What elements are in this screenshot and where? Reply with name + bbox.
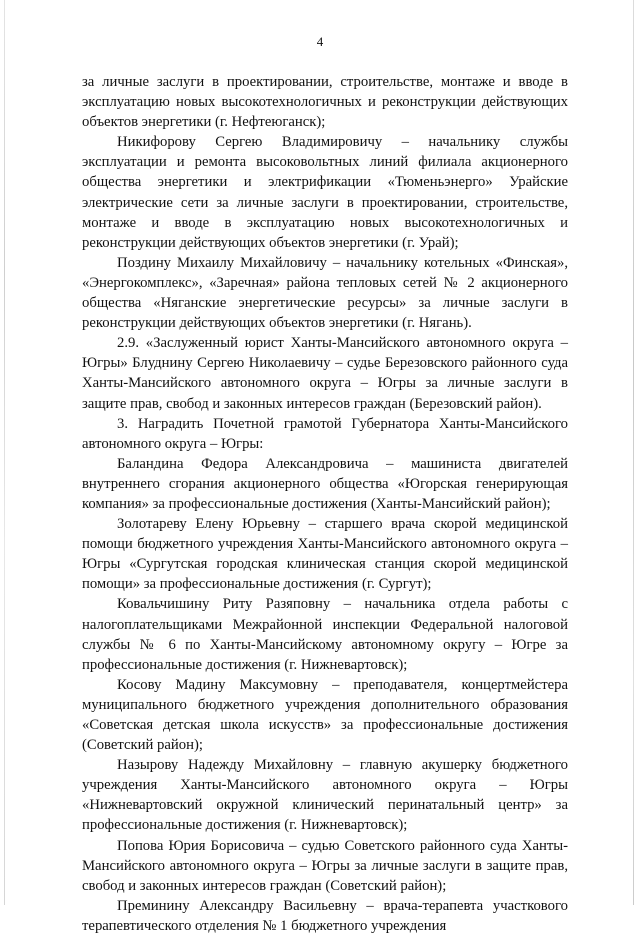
paragraph-5: 3. Наградить Почетной грамотой Губернатора Ханты-Мансийского автономного округа – Югры: xyxy=(82,415,568,452)
paragraph-4: 2.9. «Заслуженный юрист Ханты-Мансийского автономного округа – Югры» Блуднину Сергею Николаевичу – судье Березовского районного суда Ханты-Мансийского автономного округа – Югры за личные заслуги в защите прав, свобод и законных интересов граждан (Березовский район). xyxy=(82,335,568,412)
paragraph-12: Преминину Александру Васильевну – врача-терапевта участкового терапевтического отделения № 1 бюджетного учреждения xyxy=(82,897,568,934)
paragraph-11: Попова Юрия Борисовича – судью Советского районного суда Ханты-Мансийского автономного округа – Югры за личные заслуги в защите прав, свобод и законных интересов граждан (Советский район); xyxy=(82,837,568,894)
paragraph-9: Косову Мадину Максумовну – преподавателя, концертмейстера муниципального бюджетного учреждения дополнительного образования «Советская детская школа искусств» за профессиональные достижения (Советский район); xyxy=(82,676,568,754)
paragraph-7: Золотареву Елену Юрьевну – старшего врача скорой медицинской помощи бюджетного учреждения Ханты-Мансийского автономного округа – Югры «Сургутская городская клиническая станция скорой медицинской помощи» за профессиональные достижения (г. Сургут); xyxy=(82,516,568,593)
paragraph-3: Поздину Михаилу Михайловичу – начальнику котельных «Финская», «Энергокомплекс», «Заречная» района тепловых сетей № 2 акционерного общества «Няганские энергетические ресурсы» за личные заслуги в реконструкции действующих объектов энергетики (г. Нягань). xyxy=(82,254,568,332)
paragraph-8: Ковальчишину Риту Разяповну – начальника отдела работы с налогоплательщиками Межрайонной инспекции Федеральной налоговой службы № 6 по Ханты-Мансийскому автономному округу – Югре за профессиональные достижения (г. Нижневартовск); xyxy=(82,596,568,673)
page-number: 4 xyxy=(316,34,324,49)
paragraph-10: Назырову Надежду Михайловну – главную акушерку бюджетного учреждения Ханты-Мансийского автономного округа – Югры «Нижневартовский окружной клинический перинатальный центр» за профессиональные достижения (г. Нижневартовск); xyxy=(82,757,568,834)
paragraph-6: Баландина Федора Александровича – машиниста двигателей внутреннего сгорания акционерного общества «Югорская генерирующая компания» за профессиональные достижения (Ханты-Мансийский район); xyxy=(82,455,568,512)
scan-edge-left xyxy=(4,0,5,905)
paragraph-2: Никифорову Сергею Владимировичу – начальнику службы эксплуатации и ремонта высоковольтных линий филиала акционерного общества энергетики и электрификации «Тюменьэнерго» Урайские электрические сети за личные заслуги в проектировании, строительстве, монтаже и вводе в эксплуатацию новых высокотехнологичных и реконструкции действующих объектов энергетики (г. Урай); xyxy=(82,134,568,251)
document-body xyxy=(82,72,568,936)
paragraph-1: за личные заслуги в проектировании, строительстве, монтаже и вводе в эксплуатацию новых высокотехнологичных и реконструкции действующих объектов энергетики (г. Нефтеюганск); xyxy=(82,74,568,131)
scan-edge-right xyxy=(633,0,634,905)
